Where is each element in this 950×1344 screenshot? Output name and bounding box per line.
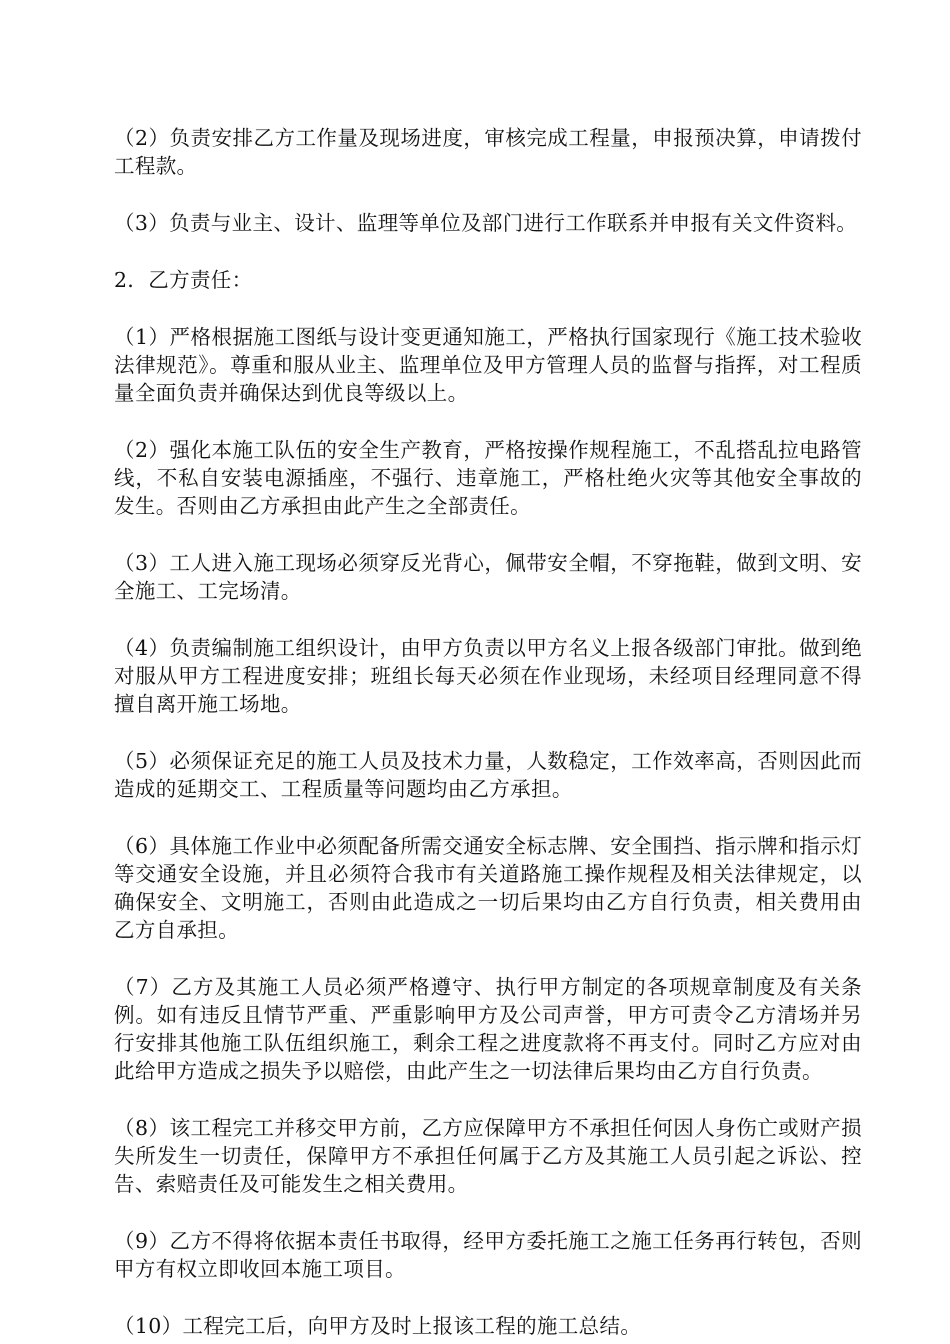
paragraph-party-b-duty-8: （8）该工程完工并移交甲方前，乙方应保障甲方不承担任何因人身伤亡或财产损失所发生一切责任，保障甲方不承担任何属于乙方及其施工人员引起之诉讼、控告、索赔责任及可能发生之相关费用。: [114, 1116, 862, 1196]
paragraph-party-b-duty-7: （7）乙方及其施工人员必须严格遵守、执行甲方制定的各项规章制度及有关条例。如有违反且情节严重、严重影响甲方及公司声誉，甲方可责令乙方清场并另行安排其他施工队伍组织施工，剩余工程之进度款将不再支付。同时乙方应对由此给甲方造成之损失予以赔偿，由此产生之一切法律后果均由乙方自行负责。: [114, 975, 862, 1083]
paragraph-party-b-duty-4: （4）负责编制施工组织设计，由甲方负责以甲方名义上报各级部门审批。做到绝对服从甲方工程进度安排；班组长每天必须在作业现场，未经项目经理同意不得擅自离开施工场地。: [114, 636, 862, 716]
paragraph-party-b-duty-5: （5）必须保证充足的施工人员及技术力量，人数稳定，工作效率高，否则因此而造成的延期交工、工程质量等问题均由乙方承担。: [114, 749, 862, 801]
paragraph-party-b-duty-1: （1）严格根据施工图纸与设计变更通知施工，严格执行国家现行《施工技术验收法律规范》。尊重和服从业主、监理单位及甲方管理人员的监督与指挥，对工程质量全面负责并确保达到优良等级以上。: [114, 325, 862, 405]
paragraph-party-b-duty-2: （2）强化本施工队伍的安全生产教育，严格按操作规程施工，不乱搭乱拉电路管线，不私自安装电源插座，不强行、违章施工，严格杜绝火灾等其他安全事故的发生。否则由乙方承担由此产生之全部责任。: [114, 438, 862, 518]
paragraph-party-b-duty-6: （6）具体施工作业中必须配备所需交通安全标志牌、安全围挡、指示牌和指示灯等交通安全设施，并且必须符合我市有关道路施工操作规程及相关法律规定，以确保安全、文明施工，否则由此造成之一切后果均由乙方自行负责，相关费用由乙方自承担。: [114, 834, 862, 942]
paragraph-party-b-duty-9: （9）乙方不得将依据本责任书取得，经甲方委托施工之施工任务再行转包，否则甲方有权立即收回本施工项目。: [114, 1229, 862, 1281]
section-heading-party-b-responsibilities: 2．乙方责任：: [114, 268, 253, 292]
paragraph-party-b-duty-10: （10）工程完工后，向甲方及时上报该工程的施工总结。: [114, 1314, 642, 1338]
paragraph-party-a-duty-2: （2）负责安排乙方工作量及现场进度，审核完成工程量，申报预决算，申请拨付工程款。: [114, 126, 862, 178]
paragraph-party-a-duty-3: （3）负责与业主、设计、监理等单位及部门进行工作联系并申报有关文件资料。: [114, 211, 858, 235]
paragraph-party-b-duty-3: （3）工人进入施工现场必须穿反光背心，佩带安全帽，不穿拖鞋，做到文明、安全施工、工完场清。: [114, 551, 862, 603]
